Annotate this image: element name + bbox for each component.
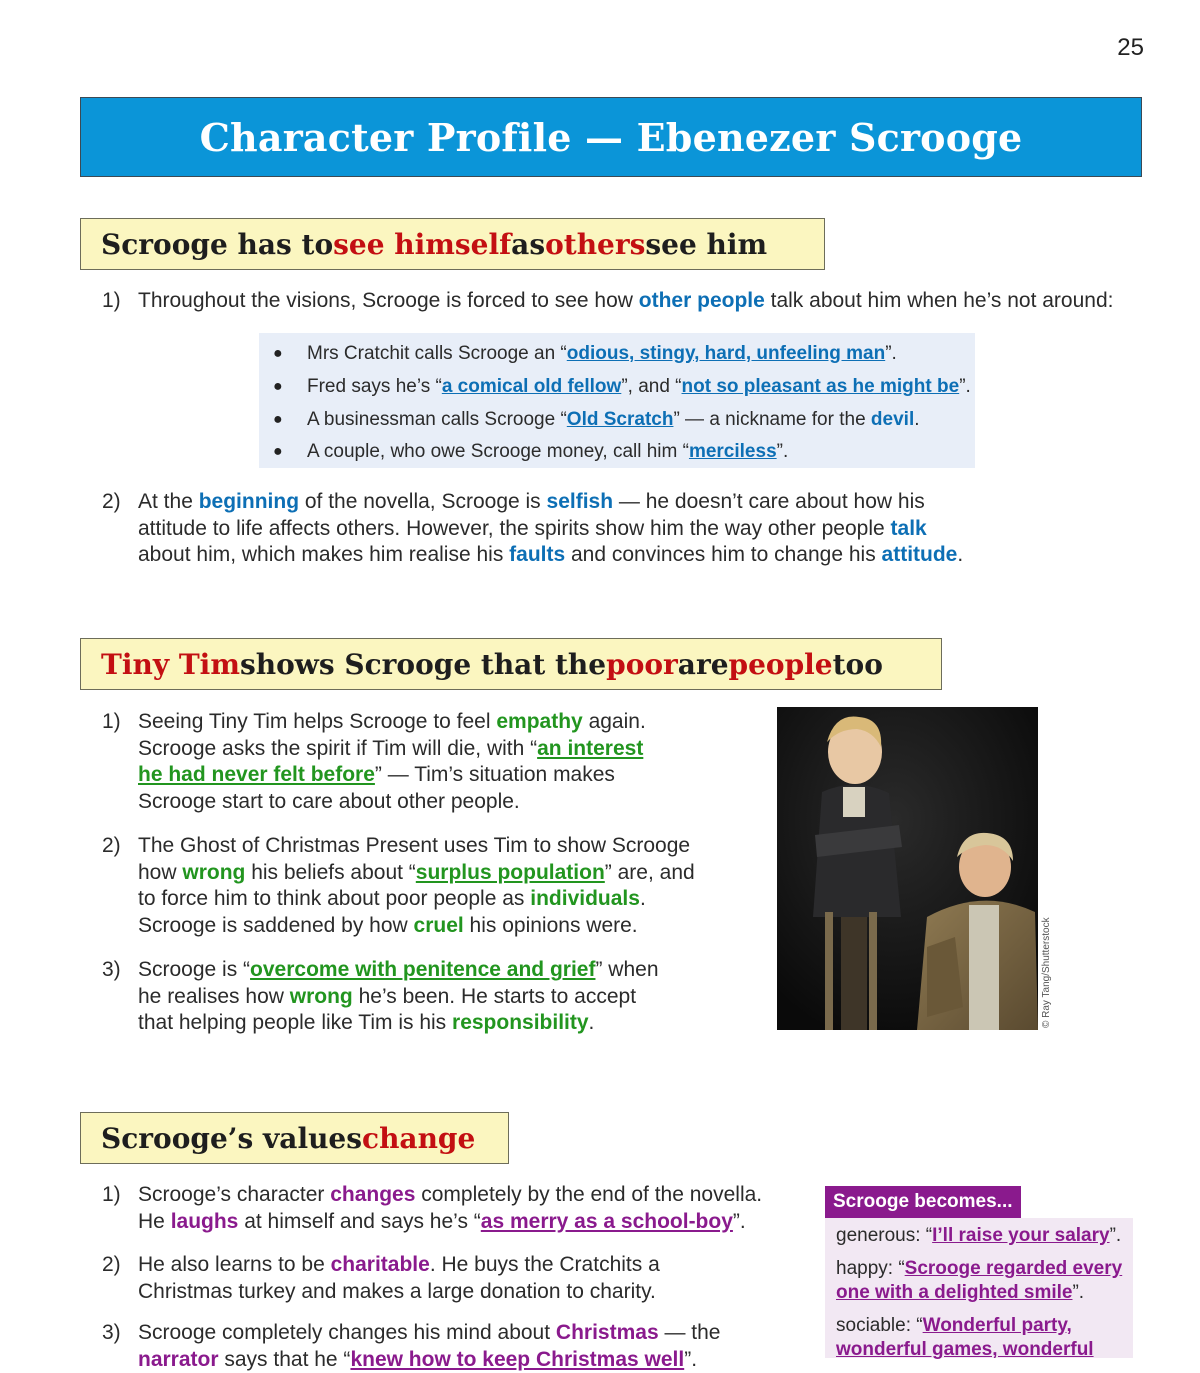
keyword: wrong [182, 861, 245, 884]
point-text-line: Seeing Tiny Tim helps Scrooge to feel empathy again. [138, 709, 646, 736]
quote: wonderful games, wonderful [836, 1339, 1094, 1360]
heading-highlight: people [729, 648, 833, 681]
keyword: charitable [331, 1253, 430, 1276]
heading-text: as [511, 228, 545, 261]
section3-point-1 [102, 1182, 762, 1235]
point-text-line: He laughs at himself and says he’s “as merry as a school-boy”. [138, 1209, 762, 1236]
page-title: Character Profile — Ebenezer Scrooge [200, 115, 1023, 160]
keyword: responsibility [452, 1011, 589, 1034]
point-text-line: The Ghost of Christmas Present uses Tim to show Scrooge [138, 833, 695, 860]
keyword: attitude [882, 543, 958, 566]
section3-point-3 [102, 1320, 721, 1358]
heading-text: Scrooge has to [101, 228, 333, 261]
point-text-line: Scrooge completely changes his mind about Christmas — the [138, 1320, 721, 1347]
point-text-line: Scrooge start to care about other people. [138, 789, 646, 816]
heading-text: Scrooge’s values [101, 1122, 362, 1155]
quote: I’ll raise your salary [932, 1225, 1109, 1246]
quote: knew how to keep Christmas well [350, 1348, 684, 1371]
point-text-line: Scrooge asks the spirit if Tim will die, with “an interest [138, 736, 646, 763]
point-text-line: Scrooge is “overcome with penitence and grief” when [138, 957, 659, 984]
point-text-line: At the beginning of the novella, Scrooge is selfish — he doesn’t care about how his [138, 489, 963, 516]
quote: Wonderful party, [923, 1315, 1072, 1336]
point-text-line: he realises how wrong he’s been. He starts to accept [138, 984, 659, 1011]
heading-text: too [833, 648, 883, 681]
quote: as merry as a school-boy [481, 1210, 733, 1233]
keyword: cruel [414, 914, 464, 937]
section-heading-tiny-tim [80, 638, 942, 690]
sidebar-entry: happy: “Scrooge regarded every one with a delighted smile”. [836, 1257, 1133, 1305]
keyword: beginning [199, 490, 299, 513]
point-text-line: he had never felt before” — Tim’s situation makes [138, 762, 646, 789]
quote-list-item: ● A couple, who owe Scrooge money, call him “merciless”. [273, 436, 975, 469]
title-banner [80, 97, 1142, 177]
point-number: 2) [102, 833, 121, 860]
bullet-icon: ● [273, 404, 283, 437]
section2-point-2 [102, 833, 695, 939]
sidebar-box [825, 1218, 1133, 1358]
keyword: devil [871, 409, 914, 430]
bullet-icon: ● [273, 436, 283, 469]
bullet-icon: ● [273, 371, 283, 404]
heading-text: are [678, 648, 729, 681]
keyword: changes [330, 1183, 415, 1206]
quote: not so pleasant as he might be [682, 376, 960, 397]
heading-highlight: poor [606, 648, 678, 681]
point-text: Throughout the visions, Scrooge is forced to see how other people talk about him when he’s not around: [138, 288, 1113, 315]
point-text-line: He also learns to be charitable. He buys the Cratchits a [138, 1252, 660, 1279]
sidebar-title: Scrooge becomes... [825, 1186, 1021, 1218]
heading-text: see him [645, 228, 767, 261]
sidebar-entry: generous: “I’ll raise your salary”. [836, 1224, 1133, 1248]
bullet-icon: ● [273, 338, 283, 371]
quote: merciless [689, 441, 777, 462]
keyword: narrator [138, 1348, 219, 1371]
quote: overcome with penitence and grief [250, 958, 595, 981]
point-text-line: attitude to life affects others. However, the spirits show him the way other people talk [138, 516, 963, 543]
point-text-line: Scrooge’s character changes completely by the end of the novella. [138, 1182, 762, 1209]
page-number: 25 [1117, 34, 1144, 62]
section-heading-see-himself [80, 218, 825, 270]
sidebar-entry: sociable: “Wonderful party, wonderful games, wonderful [836, 1314, 1133, 1362]
section2-point-3 [102, 957, 659, 1037]
quote-list-item: ● A businessman calls Scrooge “Old Scratch” — a nickname for the devil. [273, 404, 975, 437]
point-text-line: Christmas turkey and makes a large donation to charity. [138, 1279, 660, 1306]
section3-point-2 [102, 1252, 660, 1305]
point-number: 3) [102, 1320, 121, 1347]
section1-point-2 [102, 489, 963, 569]
keyword: Christmas [556, 1321, 659, 1344]
heading-highlight: see himself [333, 228, 511, 261]
keyword: empathy [496, 710, 582, 733]
heading-highlight: change [362, 1122, 475, 1155]
quote-list-item: ● Fred says he’s “a comical old fellow”, and “not so pleasant as he might be”. [273, 371, 975, 404]
quote: Scrooge regarded every [905, 1258, 1123, 1279]
section-heading-values-change [80, 1112, 509, 1164]
keyword: other people [639, 289, 765, 312]
quote: a comical old fellow [442, 376, 622, 397]
heading-text: shows Scrooge that the [240, 648, 606, 681]
quote-list-item: ● Mrs Cratchit calls Scrooge an “odious, stingy, hard, unfeeling man”. [273, 338, 975, 371]
point-text-line: about him, which makes him realise his faults and convinces him to change his attitude. [138, 542, 963, 569]
point-text-line: how wrong his beliefs about “surplus population” are, and [138, 860, 695, 887]
point-number: 2) [102, 1252, 121, 1279]
point-text-line: Scrooge is saddened by how cruel his opinions were. [138, 913, 695, 940]
point-number: 1) [102, 1182, 121, 1209]
point-number: 2) [102, 489, 121, 516]
keyword: wrong [290, 985, 353, 1008]
quote: odious, stingy, hard, unfeeling man [567, 343, 885, 364]
stage-photo [777, 707, 1038, 1030]
keyword: talk [891, 517, 927, 540]
point-number: 1) [102, 709, 121, 736]
section2-point-1 [102, 709, 646, 815]
quote: an interest [537, 737, 643, 760]
keyword: selfish [547, 490, 614, 513]
section1-point-1 [102, 288, 1113, 315]
heading-highlight: others [545, 228, 645, 261]
heading-highlight: Tiny Tim [101, 648, 240, 681]
point-text-line: to force him to think about poor people as individuals. [138, 886, 695, 913]
point-text-line: that helping people like Tim is his responsibility. [138, 1010, 659, 1037]
quote-box [259, 333, 975, 468]
quote: one with a delighted smile [836, 1282, 1072, 1303]
quote: Old Scratch [567, 409, 674, 430]
quote: he had never felt before [138, 763, 375, 786]
point-text-line: narrator says that he “knew how to keep Christmas well”. [138, 1347, 721, 1373]
point-number: 1) [102, 288, 121, 315]
keyword: faults [509, 543, 565, 566]
keyword: laughs [171, 1210, 239, 1233]
point-number: 3) [102, 957, 121, 984]
quote: surplus population [416, 861, 605, 884]
keyword: individuals [530, 887, 640, 910]
